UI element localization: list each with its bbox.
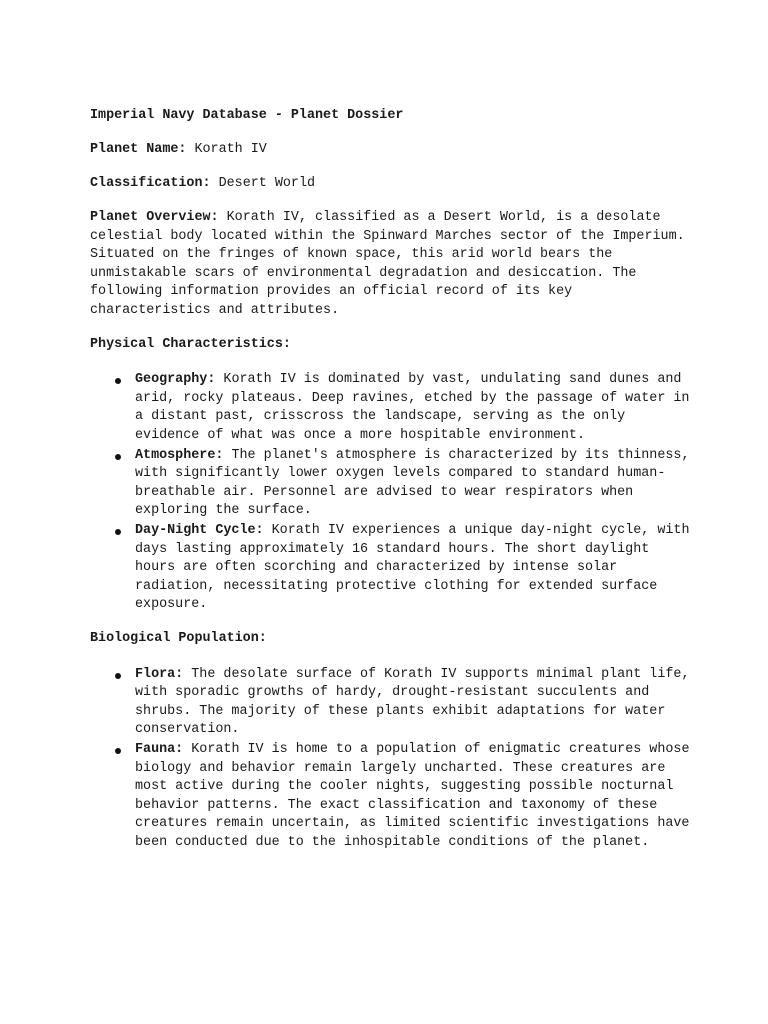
- document-title: Imperial Navy Database - Planet Dossier: [90, 108, 404, 123]
- bullet-icon: [115, 748, 121, 754]
- planet-overview-label: Planet Overview:: [90, 210, 219, 225]
- document-page: [90, 107, 690, 868]
- item-text: Korath IV experiences a unique day-night cycle, with days lasting approximately 16 standard hours. The short daylight hours are often scorching and characterized by intense solar radiation, necessitating protective clothing for extended surface exposure.: [135, 523, 690, 612]
- planet-overview: [90, 209, 690, 320]
- list-item-geography: [90, 371, 690, 445]
- biological-population-list: [90, 666, 690, 853]
- physical-characteristics-list: [90, 371, 690, 615]
- bullet-icon: [115, 529, 121, 535]
- item-text: The desolate surface of Korath IV supports minimal plant life, with sporadic growths of hardy, drought-resistant succulents and shrubs. The majority of these plants exhibit adaptations for water conservation.: [135, 666, 690, 737]
- bullet-icon: [115, 378, 121, 384]
- item-text: Korath IV is dominated by vast, undulating sand dunes and arid, rocky plateaus. Deep ravines, etched by the passage of water in a distant past, crisscross the landscape, serving as the only evidence of what was once a more hospitable environment.: [135, 372, 690, 443]
- list-item-fauna: [90, 741, 690, 852]
- item-label: Flora:: [135, 666, 184, 682]
- classification-field: [90, 175, 690, 194]
- physical-characteristics-heading: Physical Characteristics:: [90, 336, 291, 352]
- planet-overview-text: Korath IV, classified as a Desert World, is a desolate celestial body located within the Spinward Marches sector of the Imperium. Situated on the fringes of known space, this arid world bears the unmistakable scars of environmental degradation and desiccation. The following information provides an official record of its key characteristics and attributes.: [90, 210, 685, 318]
- classification-label: Classification:: [90, 176, 211, 191]
- bullet-icon: [115, 454, 121, 460]
- item-label: Atmosphere:: [135, 447, 224, 463]
- list-item-atmosphere: [90, 447, 690, 521]
- biological-population-heading: Biological Population:: [90, 631, 267, 646]
- item-label: Day-Night Cycle:: [135, 523, 264, 538]
- planet-name-label: Planet Name:: [90, 142, 187, 157]
- list-item-day-night-cycle: [90, 522, 690, 615]
- list-item-flora: [90, 666, 690, 740]
- item-label: Fauna:: [135, 742, 184, 757]
- item-text: The planet's atmosphere is characterized by its thinness, with significantly lower oxygen levels compared to standard human-breathable air. Personnel are advised to wear respirators when exploring the surface.: [135, 447, 690, 518]
- item-label: Geography:: [135, 372, 216, 387]
- planet-name-field: [90, 141, 690, 160]
- item-text: Korath IV is home to a population of enigmatic creatures whose biology and behavior remain largely uncharted. These creatures are most active during the cooler nights, suggesting possible nocturnal behavior patterns. The exact classification and taxonomy of these creatures remain uncertain, as limited scientific investigations have been conducted due to the inhospitable conditions of the planet.: [135, 742, 690, 850]
- classification-value: Desert World: [218, 176, 316, 191]
- bullet-icon: [115, 673, 121, 679]
- planet-name-value: Korath IV: [194, 142, 267, 157]
